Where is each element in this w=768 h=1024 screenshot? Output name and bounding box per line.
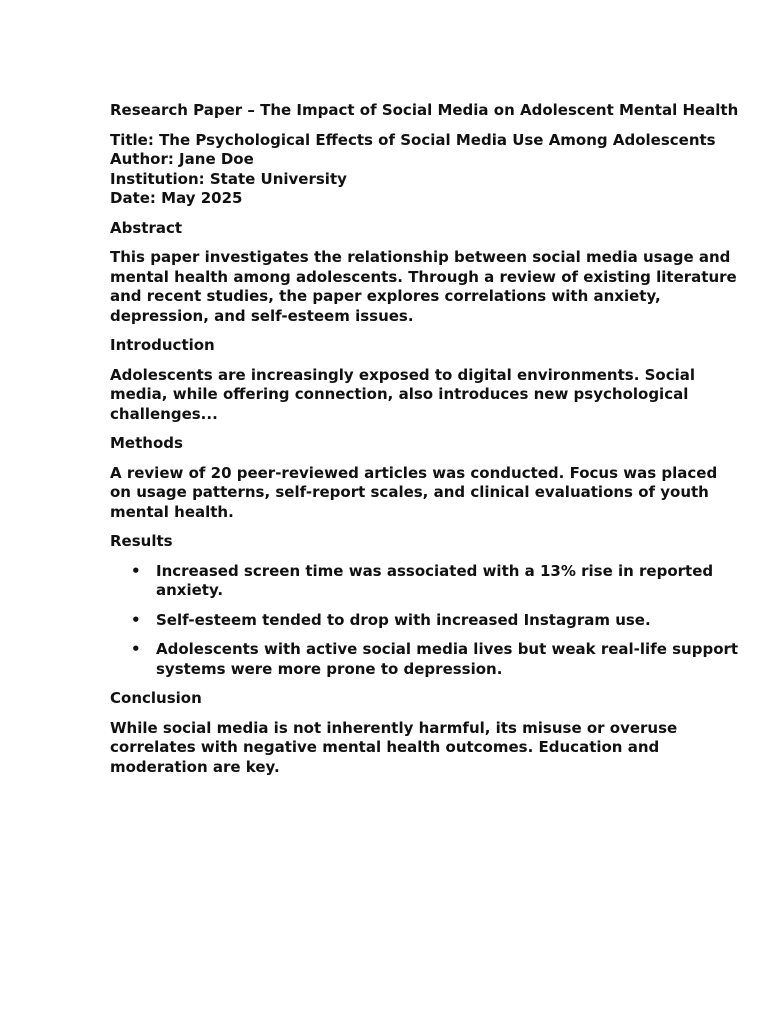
paper-title: Title: The Psychological Effects of Social Media Use Among Adolescents [110,130,716,149]
document-page [110,101,740,787]
conclusion-body: While social media is not inherently harmful, its misuse or overuse correlates with negative mental health outcomes. Education and moderation are key. [110,718,678,776]
conclusion-heading: Conclusion [110,689,202,707]
results-list [110,562,740,680]
paper-author: Author: Jane Doe [110,150,254,168]
abstract-heading: Abstract [110,218,183,237]
document-meta [110,131,740,209]
introduction-body: Adolescents are increasingly exposed to digital environments. Social media, while offering connection, also introduces new psychological challenges... [110,365,696,423]
results-heading: Results [110,532,173,550]
methods-heading: Methods [110,434,183,452]
methods-body: A review of 20 peer-reviewed articles was conducted. Focus was placed on usage patterns, self-report scales, and clinical evaluations of youth mental health. [110,463,718,521]
abstract-body: This paper investigates the relationship between social media usage and mental health among adolescents. Through a review of existing literature and recent studies, the paper explores correlations with anxiety, depression, and self-esteem issues. [110,248,737,325]
document-heading: Research Paper – The Impact of Social Media on Adolescent Mental Health [110,101,739,119]
results-list-item: • Self-esteem tended to drop with increased Instagram use. [156,611,740,631]
paper-date: Date: May 2025 [110,189,243,207]
results-list-item: • Increased screen time was associated with a 13% rise in reported anxiety. [156,562,740,601]
results-list-item: • Adolescents with active social media lives but weak real-life support systems were more prone to depression. [156,640,740,679]
paper-institution: Institution: State University [110,169,347,188]
introduction-heading: Introduction [110,336,215,354]
